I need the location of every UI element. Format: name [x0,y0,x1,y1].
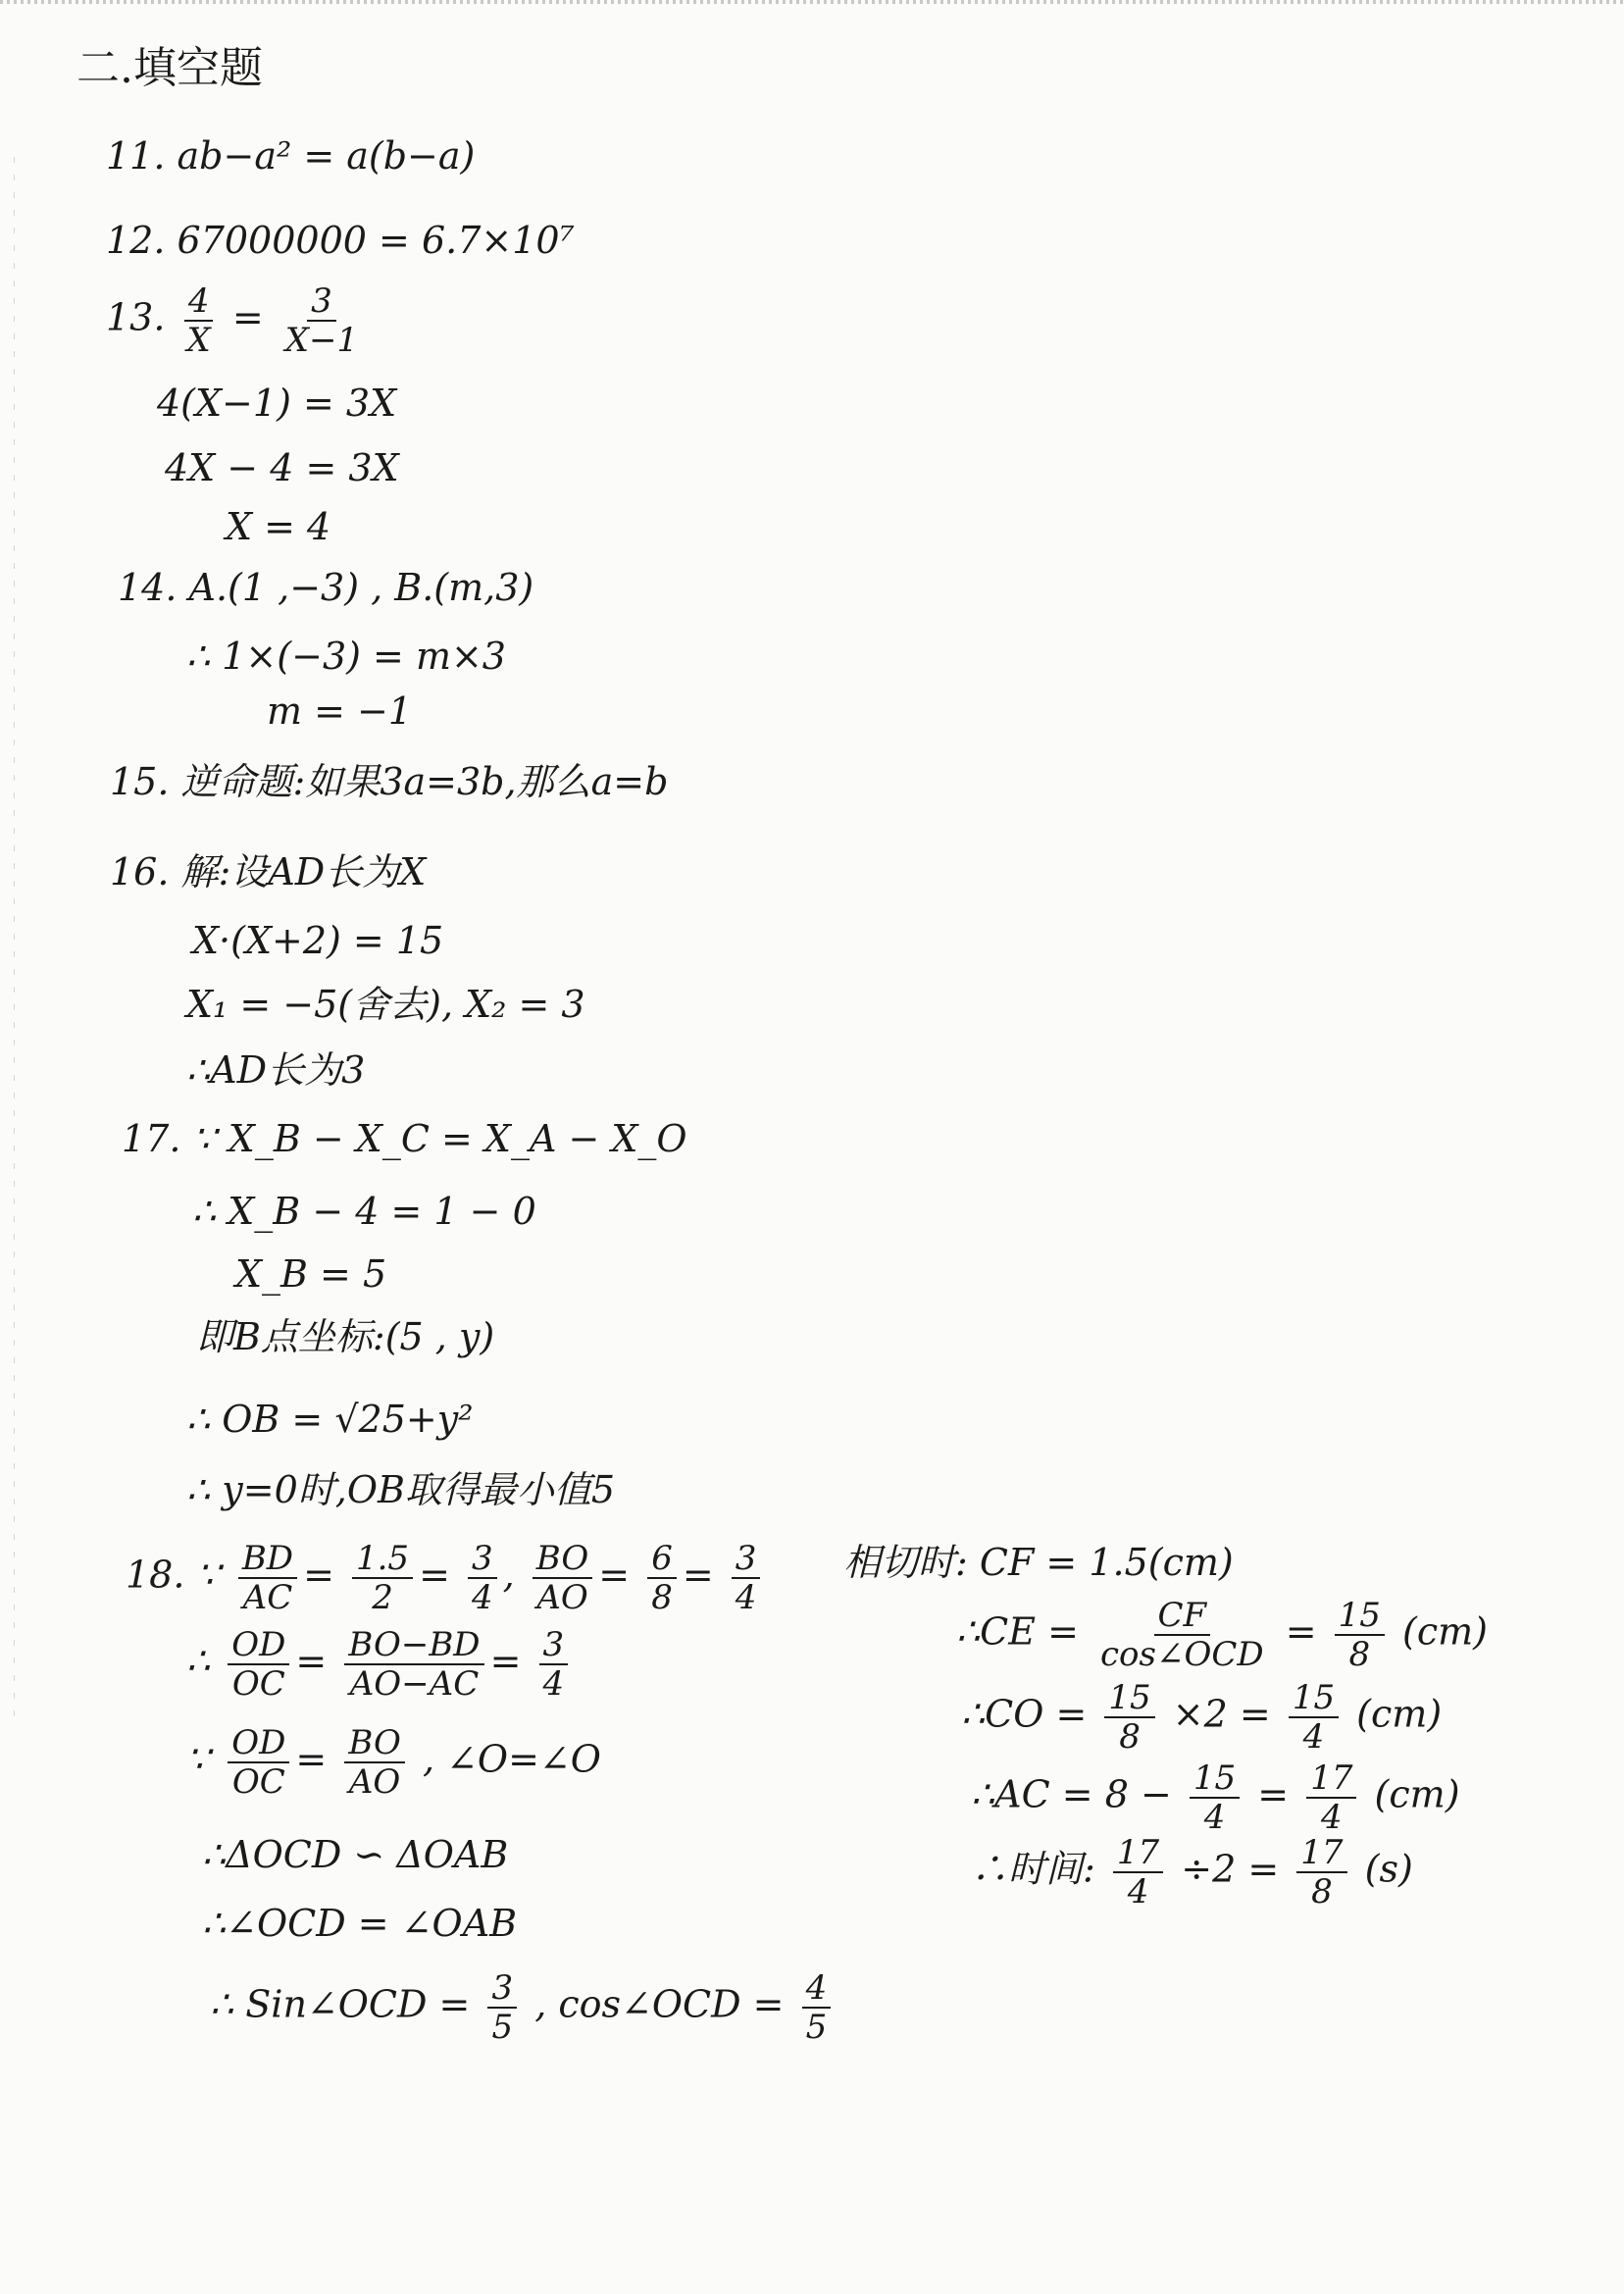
q18-right-line2-tail: (cm) [1402,1609,1488,1654]
q18-row1-f3-den: 4 [471,1578,493,1617]
q12-text: 67000000 = 6.7×10⁷ [177,219,575,262]
q13-line3: 4X − 4 = 3X [165,446,399,489]
q18-row1-f4-num: BO [533,1542,593,1579]
q18-row2-f3 [539,1625,569,1704]
q17-line6: ∴ y=0时,OB取得最小值5 [186,1468,616,1511]
q18-right-line2-f1-num: CF [1154,1599,1211,1636]
q15 [110,760,669,803]
q18-row3-f1 [228,1723,289,1802]
q18-right-line4-f1 [1190,1759,1240,1837]
q18-row2-lead: ∴ [186,1639,211,1683]
q18-row6-f1-den: 5 [491,2008,514,2047]
q17-line4: 即B点坐标:(5 , y) [196,1315,495,1358]
q16-line2: X·(X+2) = 15 [192,919,444,962]
q18-right-line3-f2-den: 4 [1302,1717,1325,1757]
q13-equation: 13. $\frac{4}{X}$ = $\frac{3}{X-1}$ [106,284,368,357]
q11-text: ab−a² = a(b−a) [177,134,476,178]
q18-right-line4-f2-num: 17 [1306,1761,1356,1799]
q18-right-line4-mid: = [1257,1772,1290,1816]
q18-right-line5 [971,1833,1413,1912]
q18-row1-f6-den: 4 [735,1578,757,1617]
q18-row3-lead: ∵ [186,1737,211,1781]
q18-right-line3-f1-den: 8 [1119,1717,1141,1757]
q11-label: 11. [106,134,166,178]
q18-row2-f1-num: OD [228,1628,289,1665]
q14-points: A.(1 ,−3) , B.(m,3) [188,566,534,609]
q18-right-line2-f2-den: 8 [1348,1635,1371,1674]
q18-row1-f3 [468,1539,497,1617]
q18-row1-f1-num: BD [238,1542,297,1579]
q18-row2-f1 [228,1625,289,1704]
q18-right-line2 [956,1596,1488,1674]
q16-line3: X₁ = −5(舍去), X₂ = 3 [186,983,585,1026]
q18-row2-f2-den: AO−AC [349,1664,480,1704]
q11 [106,134,476,178]
q12 [106,219,575,262]
q18-row1-f3-num: 3 [468,1542,497,1579]
q18-row1-f2-num: 1.5 [352,1542,413,1579]
q18-right-line3-tail: (cm) [1356,1692,1443,1736]
q14-line1 [118,566,534,609]
q18-right-line4-f2 [1306,1759,1356,1837]
q18-right-line2-f1-den: cos∠OCD [1100,1635,1264,1674]
q18-row1-lead: ∵ [196,1553,221,1597]
q18-right-line3 [961,1678,1443,1757]
q18-right-line2-lead: ∴CE = [956,1609,1079,1654]
q14-line2: ∴ 1×(−3) = m×3 [186,635,506,678]
q18-row2-f1-den: OC [231,1664,285,1704]
q18-right-line4-f2-den: 4 [1321,1798,1343,1837]
q18-right-line4-f1-num: 15 [1190,1761,1240,1799]
q18-right-line4 [971,1759,1460,1837]
q18-row6-f1-num: 3 [487,1971,517,2009]
q17-label: 17. [122,1117,181,1160]
q18-right-line5-f2 [1296,1833,1346,1912]
q18-row3-f2 [344,1723,405,1802]
q18-right-line5-f1-num: 17 [1113,1836,1163,1873]
q13-lhs-num: 4 [184,284,214,322]
scan-top-edge [0,0,1624,4]
q18-right-line3-mid: ×2 = [1172,1692,1271,1736]
q17-line1 [122,1117,687,1160]
q18-row2-f3-num: 3 [539,1628,569,1665]
q18-row2-f3-den: 4 [542,1664,565,1704]
q18-right-line5-lead: ∴时间: [971,1847,1095,1891]
q18-row2: ∴ $\frac{OD}{OC}$ = $\frac{BO-BD}{AO-AC}$ = $\frac{3}{4}$ [186,1628,574,1701]
q16-line1 [110,850,427,893]
q18-right-line3-lead: ∴CO = [961,1692,1088,1736]
q17-line3: X_B = 5 [235,1252,387,1296]
q18-row3-f2-den: AO [348,1762,401,1802]
q18-right-line3-f2 [1289,1678,1339,1757]
q18-row1-f4 [533,1539,593,1617]
q18-row6-f2 [802,1968,832,2047]
q18-row3-f2-num: BO [344,1726,405,1763]
section-title: 二.填空题 [76,43,263,93]
q18-row2-f2 [344,1625,483,1704]
q13-label: 13. [106,295,166,339]
q18-row1-f6-num: 3 [732,1542,761,1579]
q18-row1-f5 [647,1539,677,1617]
q18-right-line5-f1-den: 4 [1127,1872,1149,1912]
q18-right-line4-tail: (cm) [1374,1772,1460,1816]
q13-line4: X = 4 [226,505,331,548]
q18-row3-tail: , ∠O=∠O [422,1737,601,1781]
q13-lhs-den: X [186,321,211,360]
q18-right-line2-f1 [1096,1596,1268,1674]
q18-row1-f5-num: 6 [647,1542,677,1579]
q18-right-line5-f2-num: 17 [1296,1836,1346,1873]
q13-lhs-fraction [183,281,215,360]
q18-row1: 18. ∵ $\frac{BD}{AC}$ = $\frac{1.5}{2}$ = $\frac{3}{4}$ , $\frac{BO}{AO}$ = $\frac{6}{8}$ = $\frac{3}{4}$ [126,1542,766,1614]
q18-row1-f1-den: AC [242,1578,293,1617]
q18-row6-f1 [487,1968,517,2047]
q17-given: ∵ X_B − X_C = X_A − X_O [192,1117,687,1160]
q18-right-line2-mid: = [1285,1609,1317,1654]
q18-right-line5-f2-den: 8 [1311,1872,1333,1912]
q17-line2: ∴ X_B − 4 = 1 − 0 [192,1190,536,1233]
q18-row1-f4-den: AO [536,1578,588,1617]
q18-right-line1: 相切时: CF = 1.5(cm) [843,1541,1234,1584]
q18-right-line2-f2-num: 15 [1335,1599,1385,1636]
q18-row1-f5-den: 8 [651,1578,673,1617]
q18-row6 [210,1968,837,2047]
q18-row4: ∴ΔOCD ∽ ΔOAB [202,1833,509,1876]
q18-right-line3-f1-num: 15 [1104,1681,1154,1718]
q13-rhs-den: X−1 [284,321,359,360]
q18-row6-lead: ∴ Sin∠OCD = [210,1982,471,2026]
q18-right-line3-f1 [1104,1678,1154,1757]
q16-line4: ∴AD长为3 [186,1048,366,1092]
q18-row1-f2 [352,1539,413,1617]
q13-rhs-num: 3 [307,284,336,322]
q18-right-line4-lead: ∴AC = 8 − [971,1772,1172,1816]
q14-label: 14. [118,566,178,609]
q18-label: 18. [126,1553,185,1597]
q13-line2: 4(X−1) = 3X [157,382,397,425]
q18-row1-f1 [238,1539,297,1617]
q14-line3: m = −1 [267,689,413,733]
q16-label: 16. [110,850,170,893]
q16-setup: 解:设AD长为X [180,850,427,893]
q18-right-line2-f2 [1335,1596,1385,1674]
q13-rhs-fraction [281,281,362,360]
q18-row3: ∵ $\frac{OD}{OC}$ = $\frac{BO}{AO}$ , ∠O=∠O [186,1723,601,1802]
q18-row6-f2-den: 5 [805,2008,828,2047]
q15-text: 逆命题:如果3a=3b,那么a=b [180,760,669,803]
q18-right-line5-mid: ÷2 = [1181,1847,1280,1891]
q18-row5: ∴∠OCD = ∠OAB [202,1902,518,1945]
q15-label: 15. [110,760,170,803]
q18-row3-f1-num: OD [228,1726,289,1763]
q18-row6-mid: , cos∠OCD = [534,1982,785,2026]
q18-row3-f1-den: OC [231,1762,285,1802]
scan-left-edge [14,157,15,1726]
q18-row1-f6 [732,1539,761,1617]
q18-right-line3-f2-num: 15 [1289,1681,1339,1718]
q18-right-line5-f1 [1113,1833,1163,1912]
q12-label: 12. [106,219,166,262]
q18-row2-f2-num: BO−BD [344,1628,483,1665]
q17-line5: ∴ OB = √25+y² [186,1398,474,1441]
q18-row1-f2-den: 2 [372,1578,393,1617]
q18-right-line4-f1-den: 4 [1203,1798,1226,1837]
q18-row6-f2-num: 4 [802,1971,832,2009]
q18-right-line5-tail: (s) [1364,1847,1413,1891]
